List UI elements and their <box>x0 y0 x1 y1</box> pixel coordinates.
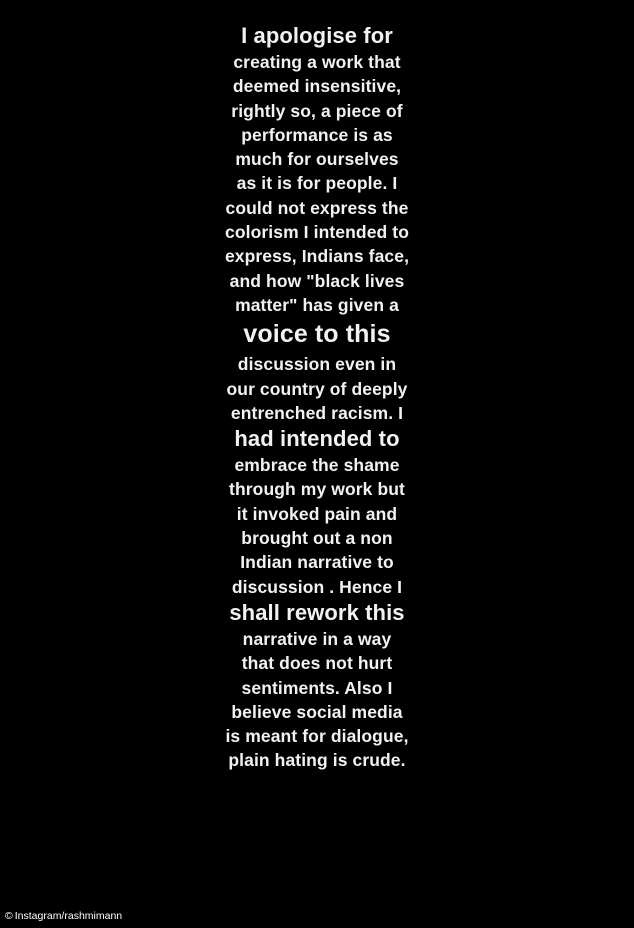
story-line: had intended to <box>234 426 400 452</box>
story-line: believe social media <box>231 701 403 722</box>
story-line: embrace the shame <box>234 455 400 476</box>
story-line: and how "black lives <box>229 270 405 291</box>
story-line: through my work but <box>229 479 405 500</box>
story-line: deemed insensitive, <box>232 76 402 97</box>
story-line: discussion . Hence I <box>231 576 403 597</box>
story-line: entrenched racism. I <box>230 402 404 423</box>
story-line: Indian narrative to <box>240 552 394 573</box>
story-line: sentiments. Also I <box>241 677 393 698</box>
story-line: colorism I intended to <box>224 222 410 243</box>
story-line: rightly so, a piece of <box>231 100 403 121</box>
copyright-icon: © <box>5 910 13 922</box>
story-line: much for ourselves <box>235 149 399 170</box>
story-line: plain hating is crude. <box>228 750 406 771</box>
story-statement <box>0 22 634 773</box>
story-line: it invoked pain and <box>236 503 398 524</box>
story-line: shall rework this <box>229 599 405 625</box>
story-line: could not express the <box>225 197 409 218</box>
photo-credit <box>5 910 122 922</box>
story-line: matter" has given a <box>235 294 399 315</box>
story-line: creating a work that <box>233 52 401 72</box>
story-line: our country of deeply <box>226 378 408 399</box>
story-line: discussion even in <box>237 354 397 375</box>
story-line: express, Indians face, <box>224 246 410 267</box>
credit-source: Instagram/rashmimann <box>14 910 123 922</box>
story-line: narrative in a way <box>242 628 392 649</box>
story-line: voice to this <box>243 320 391 349</box>
story-line: is meant for dialogue, <box>225 726 409 747</box>
story-line: I apologise for <box>241 23 393 48</box>
story-line: that does not hurt <box>241 653 393 674</box>
story-line: as it is for people. I <box>236 173 398 194</box>
story-line: performance is as <box>241 124 393 145</box>
story-line: brought out a non <box>241 528 393 549</box>
